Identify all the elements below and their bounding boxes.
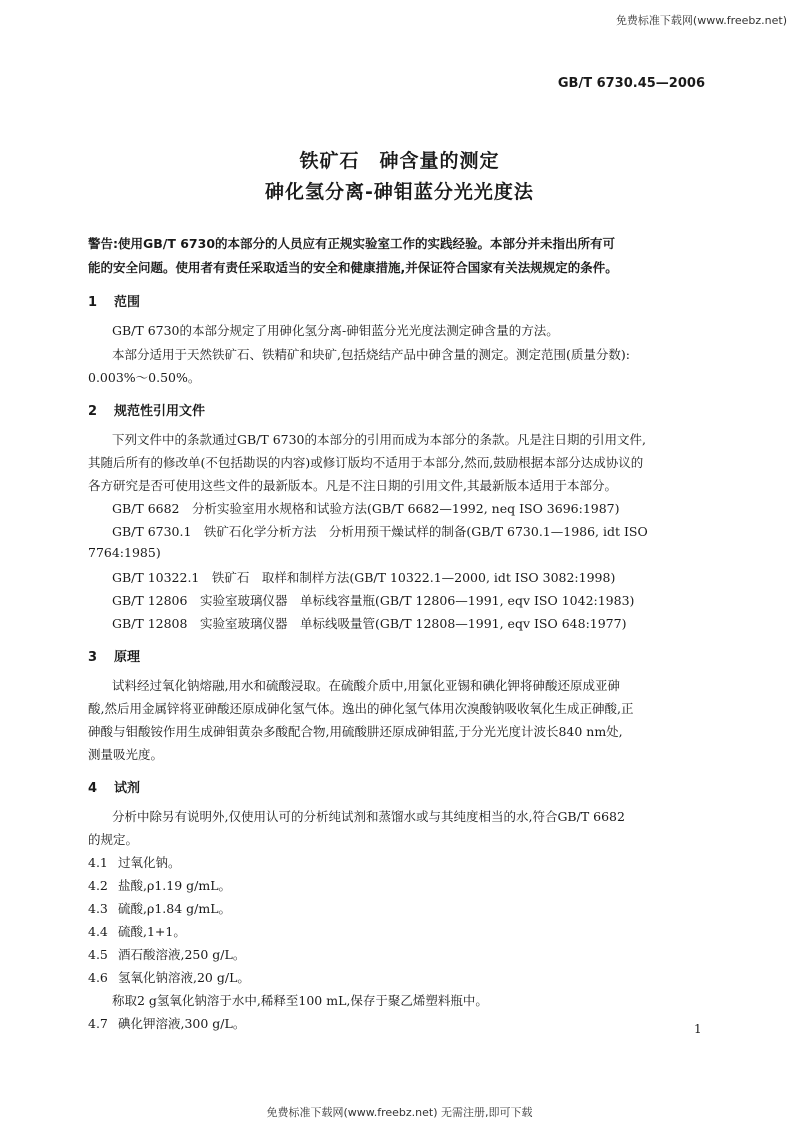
warning-line1: 警告:使用GB/T 6730的本部分的人员应有正规实验室工作的实践经验。本部分并未指出所有可 <box>88 236 616 251</box>
reference-entry: GB/T 6730.1 铁矿石化学分析方法 分析用预干燥试样的制备(GB/T 6730.1—1986, idt ISO <box>112 524 648 539</box>
watermark-bottom: 免费标准下载网(www.freebz.net) 无需注册,即可下载 <box>266 1106 533 1119</box>
item-text: 硫酸,1+1。 <box>118 924 186 939</box>
paragraph: 的规定。 <box>88 832 139 847</box>
paragraph: 酸,然后用金属锌将亚砷酸还原成砷化氢气体。逸出的砷化氢气体用次溴酸钠吸收氧化生成正砷酸,正 <box>88 701 634 716</box>
reference-entry: GB/T 12806 实验室玻璃仪器 单标线容量瓶(GB/T 12806—1991, eqv ISO 1042:1983) <box>112 593 635 608</box>
standard-code: GB/T 6730.45—2006 <box>557 76 705 91</box>
item-number: 4.2 <box>88 878 108 893</box>
section-4-heading <box>88 777 140 796</box>
reagent-item <box>88 899 231 917</box>
paragraph: 其随后所有的修改单(不包括勘误的内容)或修订版均不适用于本部分,然而,鼓励根据本部分达成协议的 <box>88 455 644 470</box>
reagent-item <box>88 922 186 940</box>
section-3-heading <box>88 646 140 665</box>
item-text: 过氧化钠。 <box>118 855 181 870</box>
paragraph: 下列文件中的条款通过GB/T 6730的本部分的引用而成为本部分的条款。凡是注日期的引用文件, <box>112 432 646 447</box>
section-number: 2 <box>88 404 98 419</box>
section-title: 规范性引用文件 <box>114 404 206 419</box>
paragraph: GB/T 6730的本部分规定了用砷化氢分离-砷钼蓝分光光度法测定砷含量的方法。 <box>112 323 559 338</box>
reagent-item <box>88 876 231 894</box>
paragraph: 分析中除另有说明外,仅使用认可的分析纯试剂和蒸馏水或与其纯度相当的水,符合GB/T 6682 <box>112 809 625 824</box>
item-number: 4.5 <box>88 947 108 962</box>
document-title-line1: 铁矿石 砷含量的测定 <box>299 150 500 172</box>
item-text: 酒石酸溶液,250 g/L。 <box>118 947 246 962</box>
paragraph: 试料经过氧化钠熔融,用水和硫酸浸取。在硫酸介质中,用氯化亚锡和碘化钾将砷酸还原成亚砷 <box>112 678 620 693</box>
section-title: 原理 <box>114 650 141 665</box>
item-number: 4.4 <box>88 924 108 939</box>
section-title: 试剂 <box>114 781 141 796</box>
item-number: 4.6 <box>88 970 108 985</box>
item-number: 4.7 <box>88 1016 108 1031</box>
warning-line2: 能的安全问题。使用者有责任采取适当的安全和健康措施,并保证符合国家有关法规规定的条件。 <box>88 260 618 275</box>
paragraph: 砷酸与钼酸铵作用生成砷钼黄杂多酸配合物,用硫酸肼还原成砷钼蓝,于分光光度计波长840 nm处, <box>88 724 623 739</box>
reference-entry: GB/T 12808 实验室玻璃仪器 单标线吸量管(GB/T 12808—1991, eqv ISO 648:1977) <box>112 616 627 631</box>
reference-entry: 7764:1985) <box>88 545 161 560</box>
section-number: 1 <box>88 295 98 310</box>
reagent-item <box>88 853 181 871</box>
reagent-item <box>88 1014 245 1032</box>
item-number: 4.1 <box>88 855 108 870</box>
reagent-item <box>88 968 250 986</box>
item-text: 盐酸,ρ1.19 g/mL。 <box>118 878 231 893</box>
item-number: 4.3 <box>88 901 108 916</box>
section-1-heading <box>88 291 140 310</box>
item-note: 称取2 g氢氧化钠溶于水中,稀释至100 mL,保存于聚乙烯塑料瓶中。 <box>112 993 488 1008</box>
reference-entry: GB/T 6682 分析实验室用水规格和试验方法(GB/T 6682—1992, neq ISO 3696:1987) <box>112 501 620 516</box>
section-number: 3 <box>88 650 98 665</box>
item-text: 硫酸,ρ1.84 g/mL。 <box>118 901 231 916</box>
section-2-heading <box>88 400 205 419</box>
item-text: 碘化钾溶液,300 g/L。 <box>118 1016 246 1031</box>
item-text: 氢氧化钠溶液,20 g/L。 <box>118 970 250 985</box>
paragraph: 0.003%～0.50%。 <box>88 370 201 385</box>
paragraph: 本部分适用于天然铁矿石、铁精矿和块矿,包括烧结产品中砷含量的测定。测定范围(质量分数): <box>112 347 630 362</box>
page-number: 1 <box>694 1022 702 1036</box>
document-title-line2: 砷化氢分离-砷钼蓝分光光度法 <box>265 181 534 203</box>
section-number: 4 <box>88 781 98 796</box>
paragraph: 测量吸光度。 <box>88 747 164 762</box>
reagent-item <box>88 945 245 963</box>
watermark-top: 免费标准下载网(www.freebz.net) <box>615 14 787 27</box>
reference-entry: GB/T 10322.1 铁矿石 取样和制样方法(GB/T 10322.1—2000, idt ISO 3082:1998) <box>112 570 616 585</box>
paragraph: 各方研究是否可使用这些文件的最新版本。凡是不注日期的引用文件,其最新版本适用于本部分。 <box>88 478 617 493</box>
section-title: 范围 <box>114 295 141 310</box>
